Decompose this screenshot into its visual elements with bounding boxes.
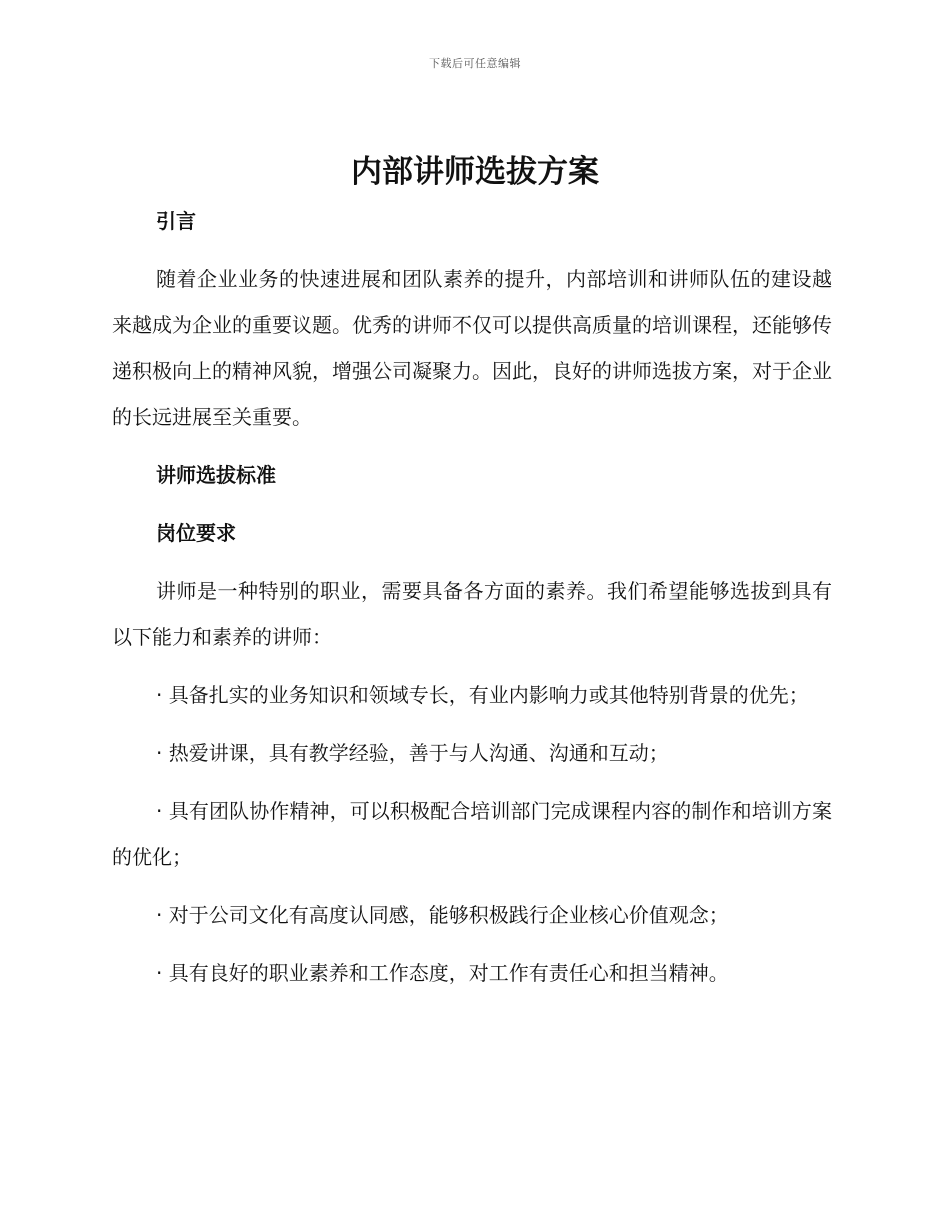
intro-paragraph: 随着企业业务的快速进展和团队素养的提升，内部培训和讲师队伍的建设越来越成为企业的重要议题。优秀的讲师不仅可以提供高质量的培训课程，还能够传递积极向上的精神风貌，增强公司凝聚力。因此，良好的讲师选拔方案，对于企业的长远进展至关重要。 (112, 267, 832, 429)
bullet-item: · 热爱讲课，具有教学经验，善于与人沟通、沟通和互动； (156, 741, 669, 765)
bullet-item: · 具有团队协作精神，可以积极配合培训部门完成课程内容的制作和培训方案的优化； (112, 799, 832, 869)
criteria-heading: 讲师选拔标准 (156, 463, 276, 487)
bullet-item: · 具有良好的职业素养和工作态度，对工作有责任心和担当精神。 (156, 961, 729, 985)
intro-heading: 引言 (156, 209, 196, 233)
position-heading: 岗位要求 (156, 521, 236, 545)
document-body (112, 198, 832, 1008)
position-paragraph: 讲师是一种特别的职业，需要具备各方面的素养。我们希望能够选拔到具有以下能力和素养的讲师： (112, 579, 832, 649)
bullet-item: · 对于公司文化有高度认同感，能够积极践行企业核心价值观念； (156, 903, 729, 927)
document-title: 内部讲师选拔方案 (351, 154, 599, 190)
header-note: 下载后可任意编辑 (429, 57, 521, 70)
bullet-item: · 具备扎实的业务知识和领域专长，有业内影响力或其他特别背景的优先； (156, 683, 809, 707)
